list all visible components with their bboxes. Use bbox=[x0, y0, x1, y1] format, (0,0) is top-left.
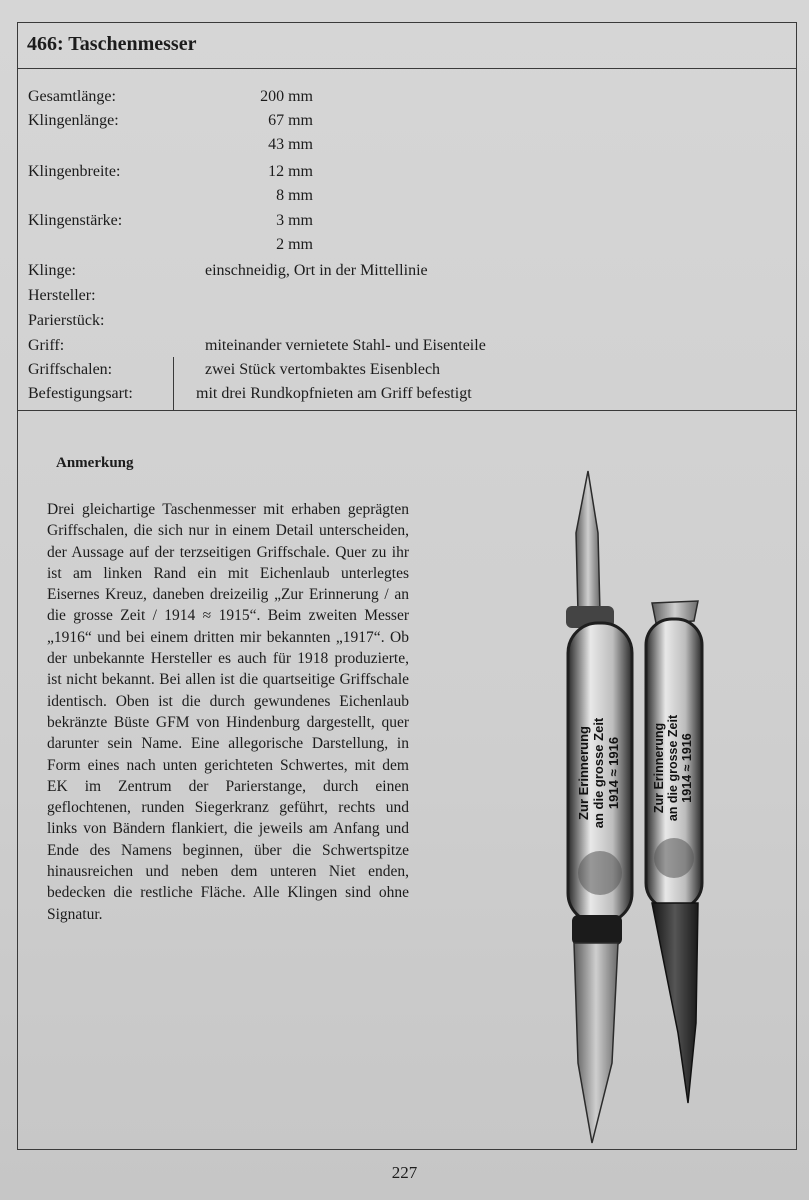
entry-title: 466: Taschenmesser bbox=[27, 33, 197, 55]
column-divider bbox=[173, 357, 174, 411]
spec-value: einschneidig, Ort in der Mittellinie bbox=[205, 262, 428, 279]
spec-row-klinge bbox=[18, 262, 796, 287]
spec-row-griffschalen bbox=[18, 361, 796, 386]
knife-left-bolster-bottom bbox=[572, 915, 622, 945]
spec-row-klingenlaenge bbox=[18, 112, 796, 137]
knife-left-text-2: an die grosse Zeit bbox=[591, 717, 606, 829]
spec-label: Klingenlänge: bbox=[28, 112, 119, 129]
spec-row-klingenbreite bbox=[18, 163, 796, 188]
knife-right-text-1: Zur Erinnerung bbox=[652, 722, 666, 814]
spec-label: Klinge: bbox=[28, 262, 76, 279]
knife-left bbox=[566, 471, 632, 1143]
knife-right-wreath bbox=[654, 838, 694, 878]
spec-value: 67 mm bbox=[268, 112, 313, 129]
spec-label: Hersteller: bbox=[28, 287, 96, 304]
spec-value: 2 mm bbox=[276, 236, 313, 253]
spec-row-parierstueck bbox=[18, 312, 796, 337]
spec-label: Klingenstärke: bbox=[28, 212, 123, 229]
entry-frame bbox=[17, 22, 797, 1150]
spec-value: 200 mm bbox=[260, 88, 313, 105]
knife-left-bottom-blade bbox=[574, 943, 618, 1143]
spec-row-hersteller bbox=[18, 287, 796, 312]
knife-right-text-3: 1914 ≈ 1916 bbox=[680, 733, 694, 803]
spec-value: 12 mm bbox=[268, 163, 313, 180]
spec-label: Griffschalen: bbox=[28, 361, 113, 378]
spec-value: 8 mm bbox=[276, 187, 313, 204]
knife-left-text-3: 1914 ≈ 1916 bbox=[606, 736, 621, 810]
title-row bbox=[18, 23, 796, 69]
spec-row-gesamtlaenge bbox=[18, 88, 796, 113]
spec-row-befestigungsart bbox=[18, 385, 796, 410]
page-number: 227 bbox=[391, 1163, 418, 1182]
spec-value: 3 mm bbox=[276, 212, 313, 229]
spec-label: Gesamtlänge: bbox=[28, 88, 116, 105]
spec-label: Klingenbreite: bbox=[28, 163, 121, 180]
knife-right-text-2: an die grosse Zeit bbox=[666, 714, 680, 822]
knife-right-bottom-blade bbox=[652, 903, 698, 1103]
spec-value: miteinander vernietete Stahl- und Eisenteile bbox=[205, 337, 486, 354]
knife-left-text-1: Zur Erinnerung bbox=[576, 726, 591, 820]
spec-row-klingenstaerke-2 bbox=[18, 236, 796, 261]
spec-value: zwei Stück vertombaktes Eisenblech bbox=[205, 361, 441, 378]
spec-row-klingenstaerke bbox=[18, 212, 796, 237]
spec-label: Parierstück: bbox=[28, 312, 105, 329]
spec-row-klingenlaenge-2 bbox=[18, 136, 796, 161]
note-heading: Anmerkung bbox=[56, 455, 134, 471]
spec-value: mit drei Rundkopfnieten am Griff befestigt bbox=[196, 385, 472, 402]
note-text: Drei gleichartige Taschenmesser mit erhaben geprägten Griffschalen, die sich nur in einem Detail unterscheiden, der Aussage auf der terzseitigen Griffschale. Quer zu ihr ist am linken Rand ein mit Eichenlaub unterlegtes Eisernes Kreuz, daneben dreizeilig „Zur Erinnerung / an die grosse Zeit / 1914 ≈ 1915“. Beim zweiten Messer „1916“ und bei einem dritten mir bekannten „1917“. Ob der unbekannte Hersteller es auch für 1918 produzierte, ist nicht bekannt. Bei allen ist die quartseitige Griffschale identisch. Oben ist die durch gewundenes Eichenlaub bekränzte Büste GFM von Hindenburg dargestellt, quer darunter sein Name. Eine allegorische Darstellung, in Form eines nach unten gerichteten Schwertes, mit dem EK im Zentrum der Parierstange, durch einen geflochtenen, runden Siegerkranz geführt, rechts und links von Bändern flankiert, die jeweils am Anfang und Ende des Namens beginnen, über die Schwertspitze hinausreichen und neben dem unteren Niet enden, bedecken die restliche Fläche. Alle Klingen sind ohne Signatur. bbox=[47, 501, 409, 923]
spec-row-klingenbreite-2 bbox=[18, 187, 796, 212]
spec-label: Befestigungsart: bbox=[28, 385, 133, 402]
knives-photo bbox=[548, 463, 728, 1153]
knife-left-top-blade bbox=[576, 471, 600, 613]
spec-table bbox=[18, 69, 796, 411]
spec-value: 43 mm bbox=[268, 136, 313, 153]
knife-right bbox=[646, 601, 702, 1103]
knife-left-wreath bbox=[578, 851, 622, 895]
spec-label: Griff: bbox=[28, 337, 65, 354]
spec-row-griff bbox=[18, 337, 796, 362]
